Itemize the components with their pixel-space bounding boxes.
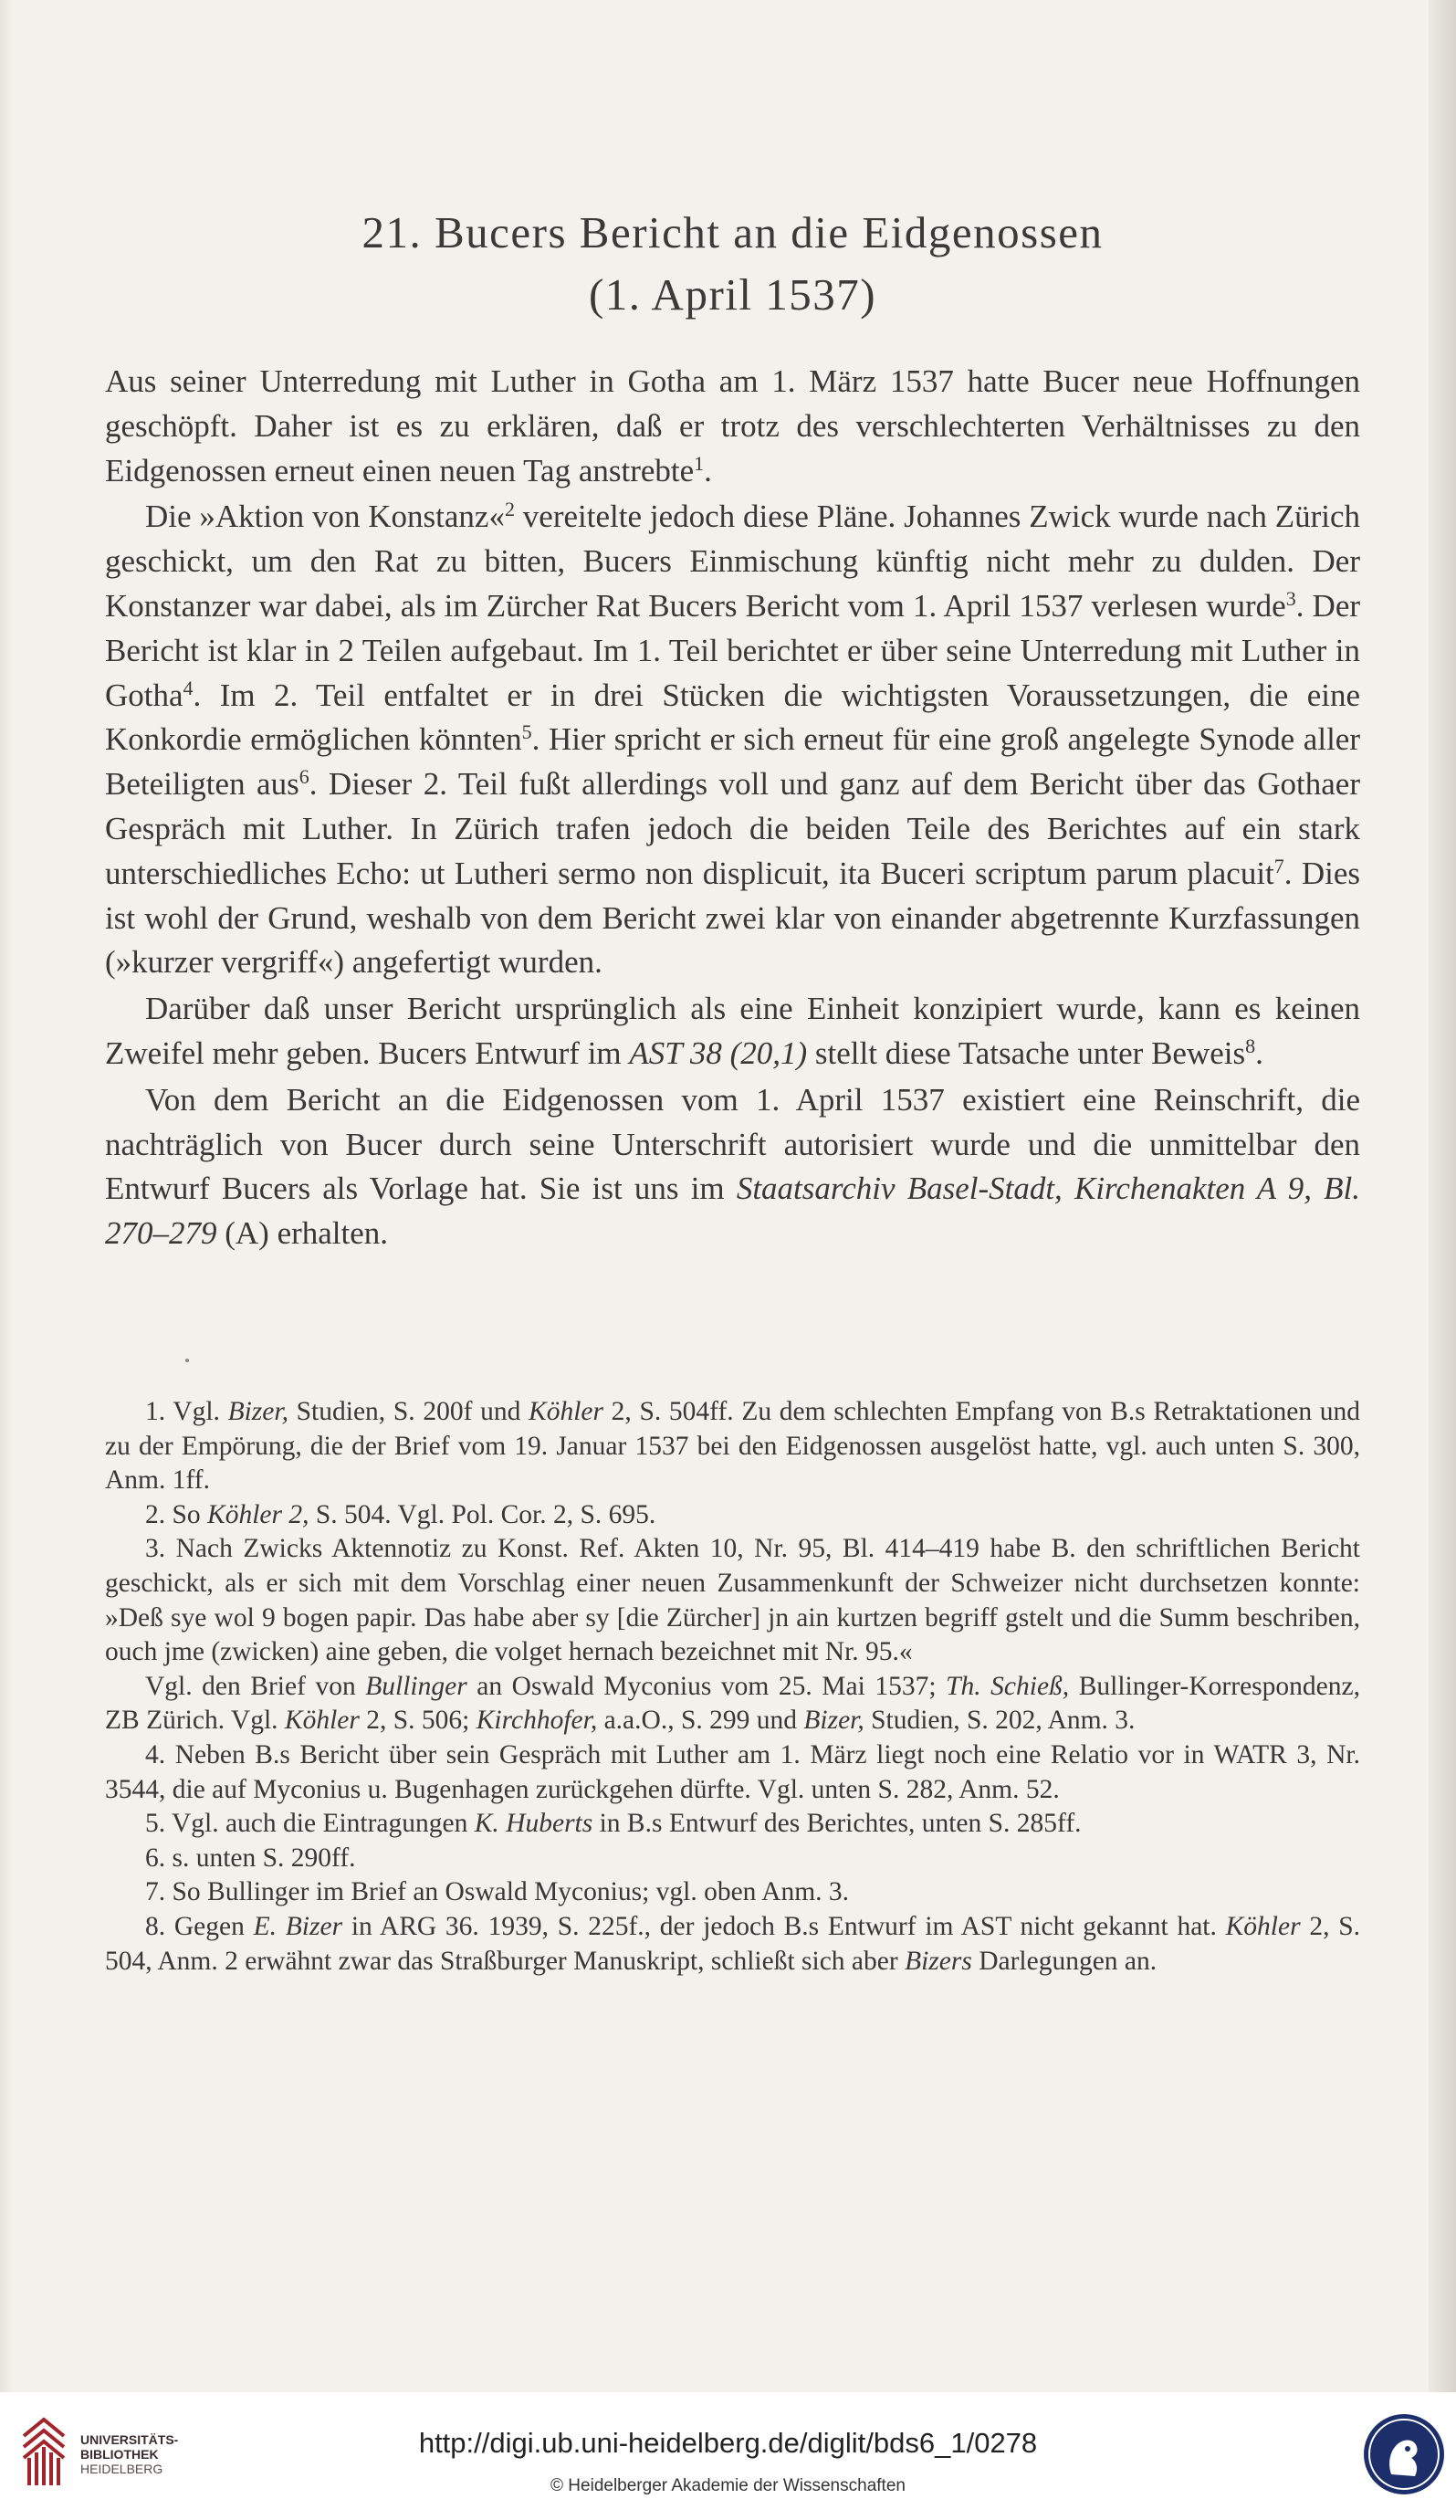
footnote-8: 8. Gegen E. Bizer in ARG 36. 1939, S. 225f., der jedoch B.s Entwurf im AST nicht gekannt hat. Köhler 2, S. 504, Anm. 2 erwähnt zwar das Straßburger Manuskript, schließt sich aber Bizers Darlegungen an.: [105, 1911, 1360, 1976]
paragraph-4: Von dem Bericht an die Eidgenossen vom 1. April 1537 existiert eine Reinschrift, die nachträglich von Bucer durch seine Unterschrift autorisiert wurde und die unmittelbar den Entwurf Bucers als Vorlage hat. Sie ist uns im Staatsarchiv Basel-Stadt, Kirchenakten A 9, Bl. 270–279 (A) erhalten.: [105, 1081, 1360, 1252]
footnote-ref-2[interactable]: 2: [504, 498, 515, 521]
viewer-footer: [0, 2392, 1456, 2520]
archive-reference: Staatsarchiv Basel-Stadt, Kirchenakten A 9, Bl. 270–279: [105, 1171, 1360, 1252]
chapter-title: 21. Bucers Bericht an die Eidgenossen: [361, 207, 1104, 257]
footnote-5: 5. Vgl. auch die Eintragungen K. Huberts in B.s Entwurf des Berichtes, unten S. 285ff.: [145, 1809, 1082, 1839]
academy-seal-icon: [1360, 2410, 1448, 2498]
footnote-ref-8[interactable]: 8: [1245, 1034, 1256, 1057]
footnote-ref-6[interactable]: 6: [299, 765, 309, 789]
footnote-ref-1[interactable]: 1: [694, 451, 705, 475]
footnote-ref-5[interactable]: 5: [521, 720, 532, 744]
copyright-notice: © Heidelberger Akademie der Wissenschaften: [550, 2476, 906, 2495]
library-name: UNIVERSITÄTS- BIBLIOTHEK HEIDELBERG: [80, 2432, 179, 2476]
footnote-4: 4. Neben B.s Bericht über sein Gespräch mit Luther am 1. März liegt noch eine Relatio vor in WATR 3, Nr. 3544, die auf Myconius u. Bugenhagen zurückgehen dürfte. Vgl. unten S. 282, Anm. 52.: [105, 1739, 1360, 1804]
footnotes: [105, 1395, 1360, 1979]
paragraph-2: Die »Aktion von Konstanz«$^2$ vereitelte jedoch diese Pläne. Johannes Zwick wurde nach Zürich geschickt, um den Rat zu bitten, Bucers Einmischung künftig nicht mehr zu dulden. Der Konstanzer war dabei, als im Zürcher Rat Bucers Bericht vom 1. April 1537 verlesen wurde$^3$. Der Bericht ist klar in 2 Teilen aufgebaut. Im 1. Teil berichtet er über seine Unterredung mit Luther in Gotha$^4$. Im 2. Teil entfaltet er in drei Stücken die wichtigsten Voraussetzungen, die eine Konkordie ermöglichen könnten$^5$. Hier spricht er sich erneut für eine groß angelegte Synode aller Beteiligten aus$^6$. Dieser 2. Teil fußt allerdings voll und ganz auf dem Bericht über das Gothaer Gespräch mit Luther. In Zürich trafen jedoch die beiden Teile des Berichtes auf ein stark unterschiedliches Echo: ut Lutheri sermo non displicuit, ita Buceri scriptum parum placuit$^7$. Dies ist wohl der Grund, weshalb von dem Bericht zwei klar von einander abgetrennte Kurzfassungen (»kurzer vergriff«) angefertigt wurden.: [105, 498, 1361, 981]
permalink[interactable]: http://digi.ub.uni-heidelberg.de/diglit/bds6_1/0278: [418, 2427, 1038, 2459]
footnote-3: 3. Nach Zwicks Aktennotiz zu Konst. Ref. Akten 10, Nr. 95, Bl. 414–419 habe B. den schriftlichen Bericht geschickt, als er sich mit dem Vorschlag einer neuen Zusammenkunft der Schweizer nicht durchsetzen konnte: »Deß sye wol 9 bogen papir. Das habe aber sy [die Zürcher] jn ain kurtzen begriff gstelt und die Summ beschriben, ouch jme (zwicken) aine geben, die volget hernach bezeichnet mit Nr. 95.«: [105, 1534, 1360, 1667]
footnote-ref-3[interactable]: 3: [1285, 586, 1296, 610]
footnote-2: 2. So Köhler 2, S. 504. Vgl. Pol. Cor. 2, S. 695.: [145, 1499, 656, 1529]
page-edge-shadow-right: [1429, 0, 1456, 2392]
separator-mark: [185, 1359, 189, 1362]
footnote-ref-7[interactable]: 7: [1273, 854, 1284, 877]
chapter-date: (1. April 1537): [588, 269, 877, 320]
footnote-ref-4[interactable]: 4: [183, 676, 194, 699]
main-text: [105, 360, 1360, 1258]
footnote-6: 6. s. unten S. 290ff.: [145, 1843, 356, 1873]
archive-reference: AST 38 (20,1): [629, 1034, 808, 1071]
paragraph-1: Aus seiner Unterredung mit Luther in Gotha am 1. März 1537 hatte Bucer neue Hoffnungen geschöpft. Daher ist es zu erklären, daß er trotz des verschlechterten Verhältnisses zu den Eidgenossen erneut einen neuen Tag anstrebte$^1$.: [105, 363, 1360, 488]
paragraph-3: Darüber daß unser Bericht ursprünglich als eine Einheit konzipiert wurde, kann es keinen Zweifel mehr geben. Bucers Entwurf im AST 38 (20,1) stellt diese Tatsache unter Beweis$^8$.: [105, 991, 1360, 1071]
footnote-1: 1. Vgl. Bizer, Studien, S. 200f und Köhler 2, S. 504ff. Zu dem schlechten Empfang von B.s Retraktationen und zu der Empörung, die der Brief vom 19. Januar 1537 bei den Eidgenossen ausgelöst hatte, vgl. auch unten S. 300, Anm. 1ff.: [105, 1397, 1361, 1496]
footnote-3-continued: Vgl. den Brief von Bullinger an Oswald Myconius vom 25. Mai 1537; Th. Schieß, Bullinger-Korrespondenz, ZB Zürich. Vgl. Köhler 2, S. 506; Kirchhofer, a.a.O., S. 299 und Bizer, Studien, S. 202, Anm. 3.: [105, 1671, 1360, 1736]
page-edge-shadow-left: [0, 0, 13, 2392]
footnote-7: 7. So Bullinger im Brief an Oswald Myconius; vgl. oben Anm. 3.: [145, 1877, 850, 1907]
